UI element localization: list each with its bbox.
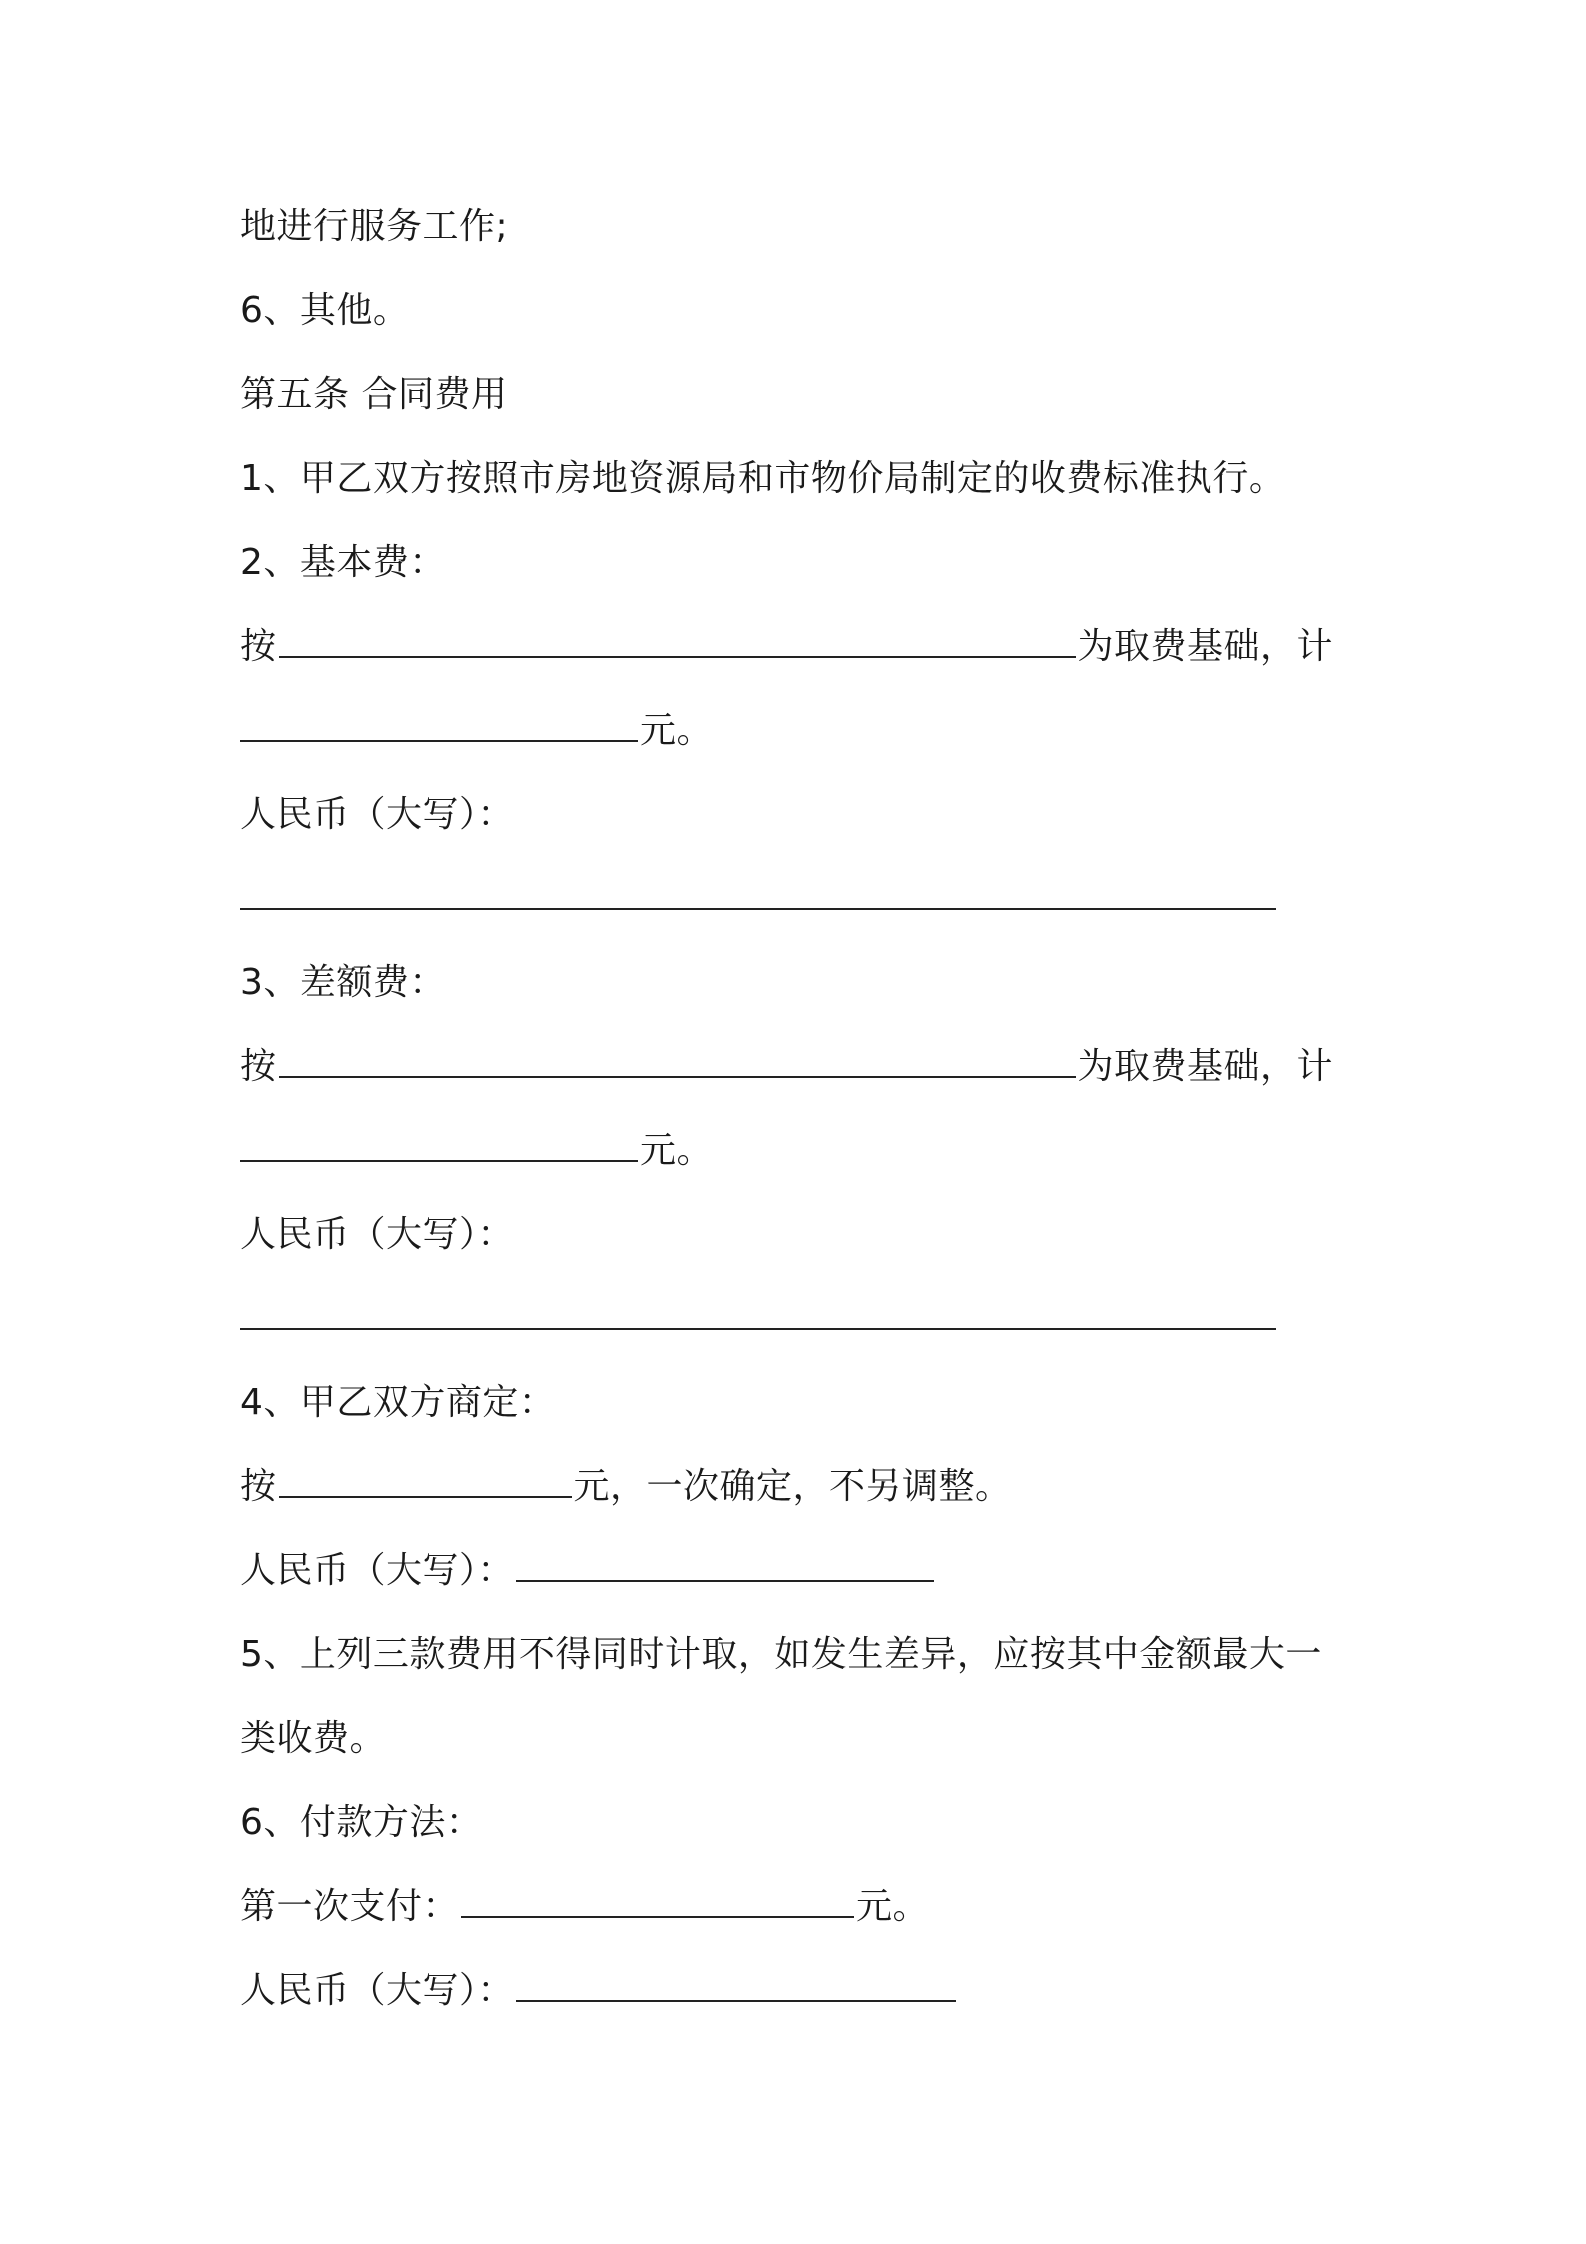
- first-payment-rmb-line: [240, 1967, 958, 2015]
- item-6-other: [240, 287, 409, 335]
- text: 人民币（大写）：: [240, 1550, 515, 1591]
- text: 第五条 合同费用: [240, 374, 508, 415]
- text: 1、甲乙双方按照市房地资源局和市物价局制定的收费标准执行。: [240, 458, 1286, 499]
- text-line-service-work: [240, 203, 508, 251]
- difference-fee-amount-line: [240, 1127, 713, 1175]
- item-3-difference-fee: [240, 959, 446, 1007]
- basic-fee-rmb-label: [240, 791, 514, 839]
- basic-fee-amount-line: [240, 707, 713, 755]
- amount-blank[interactable]: [461, 1886, 854, 1918]
- text: 人民币（大写）：: [240, 1970, 515, 2011]
- basis-blank[interactable]: [279, 626, 1076, 658]
- text: 元，一次确定，不另调整。: [573, 1466, 1012, 1507]
- text: 5、上列三款费用不得同时计取，如发生差异，应按其中金额最大一: [240, 1634, 1322, 1675]
- item-5-rule: [240, 1631, 1322, 1679]
- text: 6、付款方法：: [240, 1802, 483, 1843]
- amount-blank[interactable]: [279, 1466, 572, 1498]
- difference-fee-rmb-line: [240, 1295, 1278, 1343]
- text: 元。: [640, 710, 714, 751]
- basis-blank[interactable]: [279, 1046, 1076, 1078]
- text: 为取费基础，计: [1077, 626, 1334, 667]
- text: 元。: [640, 1130, 714, 1171]
- basic-fee-rmb-line: [240, 875, 1278, 923]
- negotiated-amount-line: [240, 1463, 1012, 1511]
- difference-fee-basis-line: [240, 1043, 1333, 1091]
- text: 人民币（大写）：: [240, 794, 515, 835]
- rmb-uppercase-blank[interactable]: [516, 1970, 956, 2002]
- text: 元。: [856, 1886, 930, 1927]
- text: 6、其他。: [240, 290, 410, 331]
- article-5-heading: [240, 371, 507, 419]
- item-1-standard: [240, 455, 1285, 503]
- text: 类收费。: [240, 1718, 387, 1759]
- text: 2、基本费：: [240, 542, 446, 583]
- text: 按: [240, 1466, 277, 1507]
- text: 人民币（大写）：: [240, 1214, 515, 1255]
- text: 3、差额费：: [240, 962, 446, 1003]
- item-2-basic-fee: [240, 539, 446, 587]
- rmb-uppercase-blank[interactable]: [516, 1550, 934, 1582]
- amount-blank[interactable]: [240, 710, 638, 742]
- rmb-uppercase-blank[interactable]: [240, 878, 1276, 910]
- item-5-rule-cont: [240, 1715, 386, 1763]
- negotiated-rmb-line: [240, 1547, 936, 1595]
- item-6-payment-method: [240, 1799, 482, 1847]
- rmb-uppercase-blank[interactable]: [240, 1298, 1276, 1330]
- text: 按: [240, 1046, 277, 1087]
- text: 第一次支付：: [240, 1886, 460, 1927]
- text: 按: [240, 626, 277, 667]
- amount-blank[interactable]: [240, 1130, 638, 1162]
- item-4-negotiated: [240, 1379, 555, 1427]
- difference-fee-rmb-label: [240, 1211, 514, 1259]
- text: 地进行服务工作;: [240, 206, 509, 247]
- text: 为取费基础，计: [1077, 1046, 1334, 1087]
- text: 4、甲乙双方商定：: [240, 1382, 556, 1423]
- first-payment-line: [240, 1883, 929, 1931]
- basic-fee-basis-line: [240, 623, 1333, 671]
